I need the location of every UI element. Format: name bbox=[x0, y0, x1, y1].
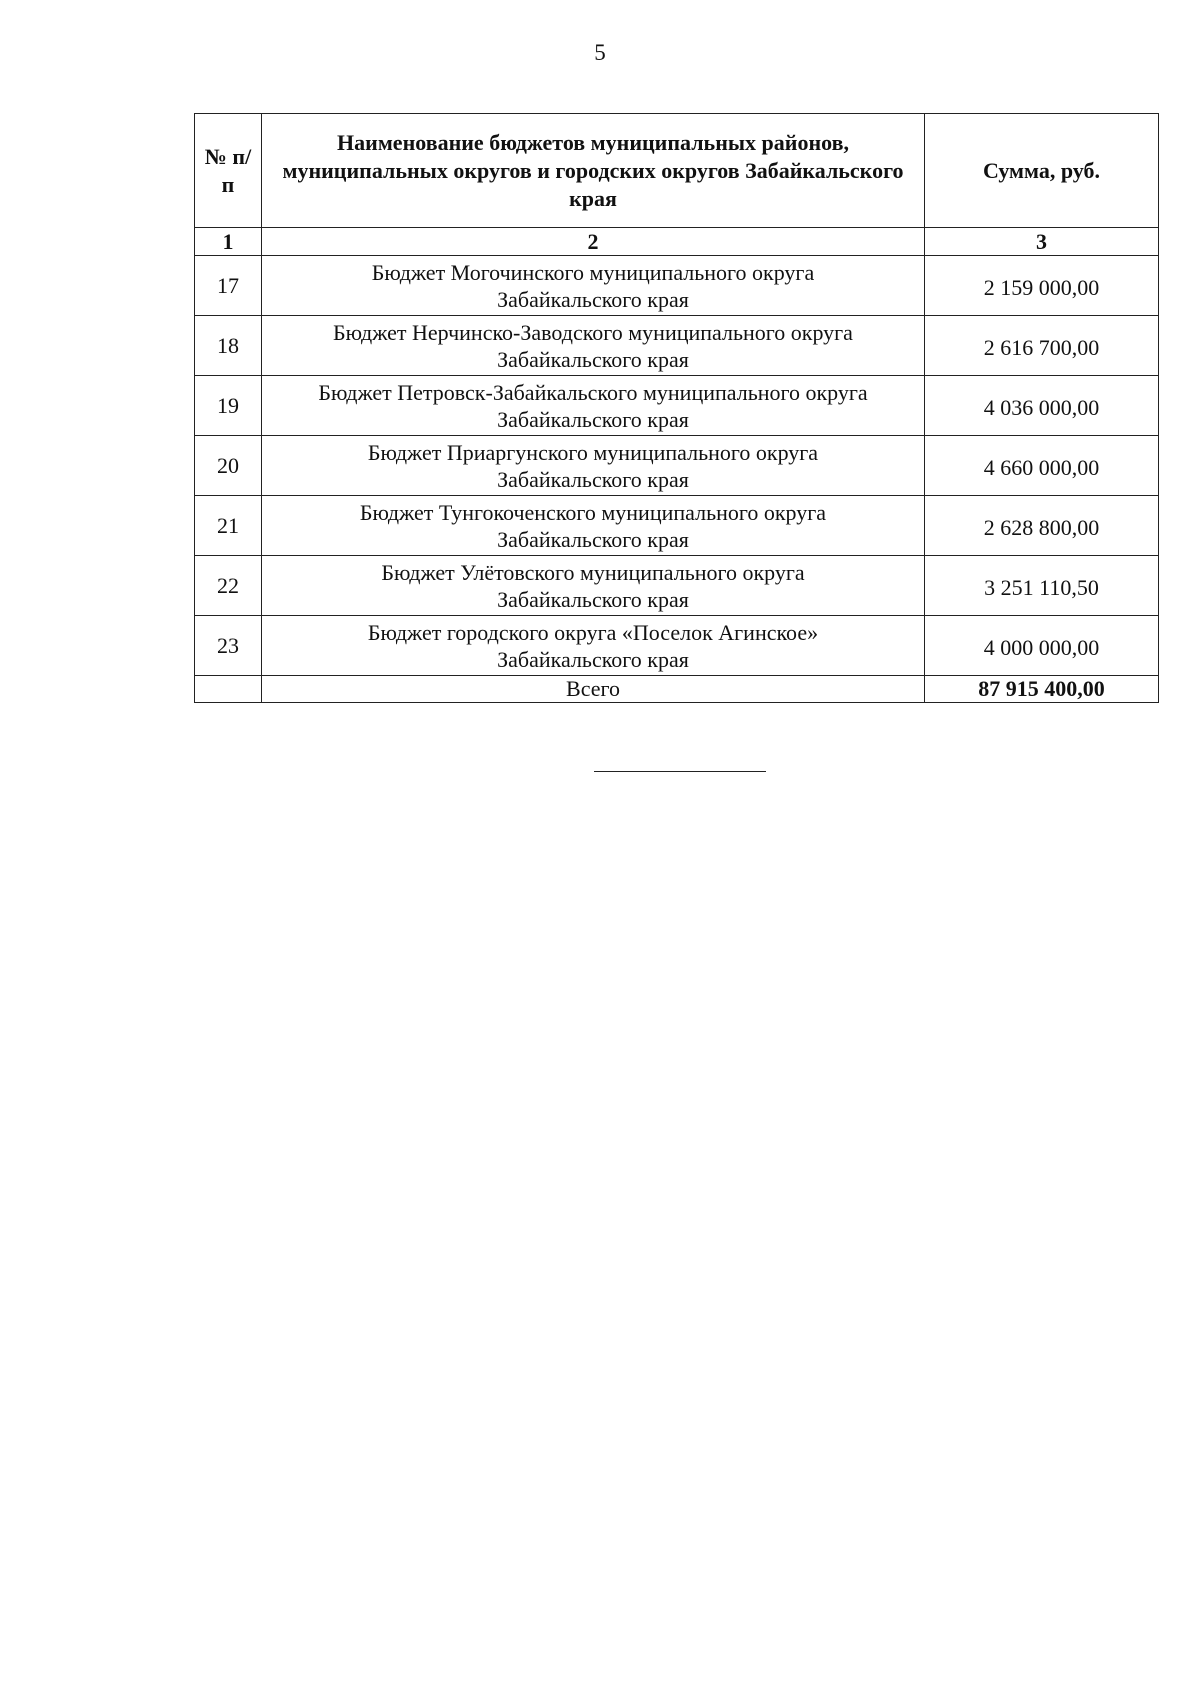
row-name-line2: Забайкальского края bbox=[497, 586, 689, 612]
table-row bbox=[195, 256, 1159, 316]
row-num: 20 bbox=[195, 436, 262, 496]
row-name-line2: Забайкальского края bbox=[497, 526, 689, 552]
row-sum: 2 159 000,00 bbox=[925, 256, 1159, 316]
row-name-line2: Забайкальского края bbox=[497, 646, 689, 672]
table-row bbox=[195, 316, 1159, 376]
row-name-line2: Забайкальского края bbox=[497, 406, 689, 432]
table-row bbox=[195, 556, 1159, 616]
total-num bbox=[195, 676, 262, 703]
column-number-3: 3 bbox=[925, 228, 1159, 256]
total-sum: 87 915 400,00 bbox=[925, 676, 1159, 703]
table-row bbox=[195, 376, 1159, 436]
row-sum: 2 628 800,00 bbox=[925, 496, 1159, 556]
row-num: 23 bbox=[195, 616, 262, 676]
row-sum: 4 660 000,00 bbox=[925, 436, 1159, 496]
row-name-line1: Бюджет Петровск-Забайкальского муниципального округа bbox=[318, 379, 868, 405]
row-sum: 4 000 000,00 bbox=[925, 616, 1159, 676]
row-name-line2: Забайкальского края bbox=[497, 466, 689, 492]
row-num: 17 bbox=[195, 256, 262, 316]
total-row bbox=[195, 676, 1159, 703]
row-num: 19 bbox=[195, 376, 262, 436]
row-name-line2: Забайкальского края bbox=[497, 286, 689, 312]
end-divider bbox=[594, 771, 766, 772]
row-num: 22 bbox=[195, 556, 262, 616]
row-sum: 3 251 110,50 bbox=[925, 556, 1159, 616]
row-name-line1: Бюджет городского округа «Поселок Агинское» bbox=[367, 619, 819, 645]
row-name-line1: Бюджет Улётовского муниципального округа bbox=[381, 559, 805, 585]
column-number-1: 1 bbox=[195, 228, 262, 256]
table-row bbox=[195, 616, 1159, 676]
row-name bbox=[262, 316, 925, 376]
row-name bbox=[262, 496, 925, 556]
row-name bbox=[262, 436, 925, 496]
table-row bbox=[195, 496, 1159, 556]
row-num: 21 bbox=[195, 496, 262, 556]
row-name bbox=[262, 616, 925, 676]
row-name-line1: Бюджет Нерчинско-Заводского муниципального округа bbox=[333, 319, 853, 345]
row-name-line1: Бюджет Тунгокоченского муниципального округа bbox=[359, 499, 827, 525]
row-name bbox=[262, 376, 925, 436]
column-number-2: 2 bbox=[262, 228, 925, 256]
row-num: 18 bbox=[195, 316, 262, 376]
row-name-line1: Бюджет Приаргунского муниципального округа bbox=[367, 439, 819, 465]
row-name-line1: Бюджет Могочинского муниципального округа bbox=[371, 259, 815, 285]
row-name-line2: Забайкальского края bbox=[497, 346, 689, 372]
row-sum: 2 616 700,00 bbox=[925, 316, 1159, 376]
row-name bbox=[262, 256, 925, 316]
row-sum: 4 036 000,00 bbox=[925, 376, 1159, 436]
budget-table bbox=[194, 113, 1159, 703]
header-sum: Сумма, руб. bbox=[925, 114, 1159, 228]
column-numbers-row bbox=[195, 228, 1159, 256]
table-header-row bbox=[195, 114, 1159, 228]
header-name: Наименование бюджетов муниципальных районов, муниципальных округов и городских округов Забайкальского края bbox=[262, 114, 925, 228]
page-number: 5 bbox=[594, 40, 606, 65]
header-num: № п/п bbox=[195, 114, 262, 228]
table-row bbox=[195, 436, 1159, 496]
total-label: Всего bbox=[262, 676, 925, 703]
row-name bbox=[262, 556, 925, 616]
